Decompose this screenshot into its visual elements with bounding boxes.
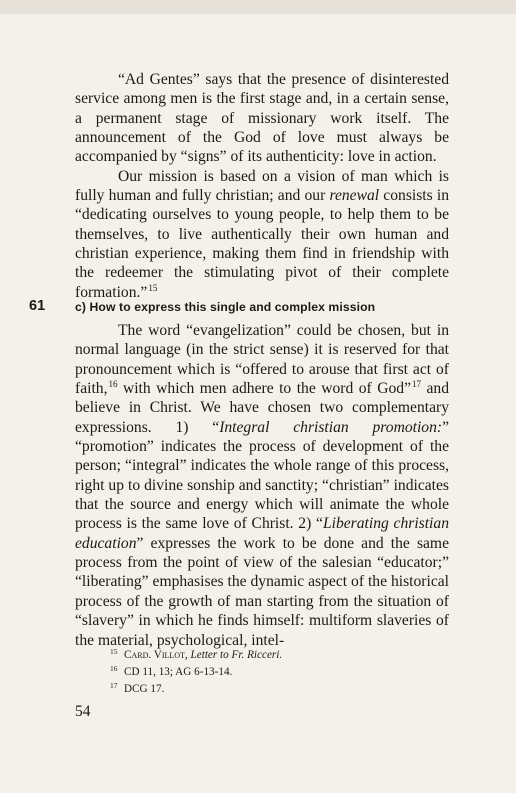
page-top-edge <box>0 0 516 14</box>
top-text-block <box>75 70 449 302</box>
footnote-ref-15: 15 <box>148 282 158 293</box>
footnote-ref-16: 16 <box>108 379 118 390</box>
paragraph-ad-gentes: “Ad Gentes” says that the presence of disinterested service among men is the first stage and, in a certain sense, a permanent stage of missionary work itself. The announcement of the God of love must always be accompanied by “signs” of its authenticity: love in action. <box>75 71 449 166</box>
footnote-15: 15 Card. Villot, Letter to Fr. Ricceri. <box>110 647 283 661</box>
footnote-17: 17 DCG 17. <box>110 681 165 695</box>
footnote-ref-17: 17 <box>412 379 421 390</box>
section-heading: c) How to express this single and complex mission <box>75 300 376 314</box>
paragraph-number: 61 <box>29 298 46 314</box>
page-number: 54 <box>75 703 91 720</box>
footnote-16: 16 CD 11, 13; AG 6-13-14. <box>110 664 233 678</box>
footnotes <box>110 645 410 696</box>
paragraph-our-mission: Our mission is based on a vision of man which is fully human and fully christian; and our renewal consists in “dedicating ourselves to young people, to help them to be themselves, to live authentically their own human and christian experience, making them find in friendship with the redeemer the stimulating pivot of their complete formation.”$^{15}$ <box>75 167 449 301</box>
paragraph-evangelization: The word “evangelization” could be chosen, but in normal language (in the strict sense) it is reserved for that pronouncement which is “offered to arouse that first act of faith,$^{16}$ with which men adhere to the word of God”$^{17}$ and believe in Christ. We have chosen two complementary expressions. 1) “Integral christian promotion:” “promotion” indicates the process of development of the person; “integral” indicates the whole range of this process, right up to divine sonship and sanctity; “christian” indicates that the source and energy which will animate the whole process is the same love of Christ. 2) “Liberating christian education” expresses the work to be done and the same process from the point of view of the salesian “educator;” “liberating” emphasises the dynamic aspect of the historical process of the growth of man starting from the situation of “slavery” in which he finds himself: multiform slaveries of the material, psychological, intel- <box>75 322 449 649</box>
main-text-block <box>75 321 449 650</box>
emphasis-renewal: renewal <box>329 187 380 205</box>
